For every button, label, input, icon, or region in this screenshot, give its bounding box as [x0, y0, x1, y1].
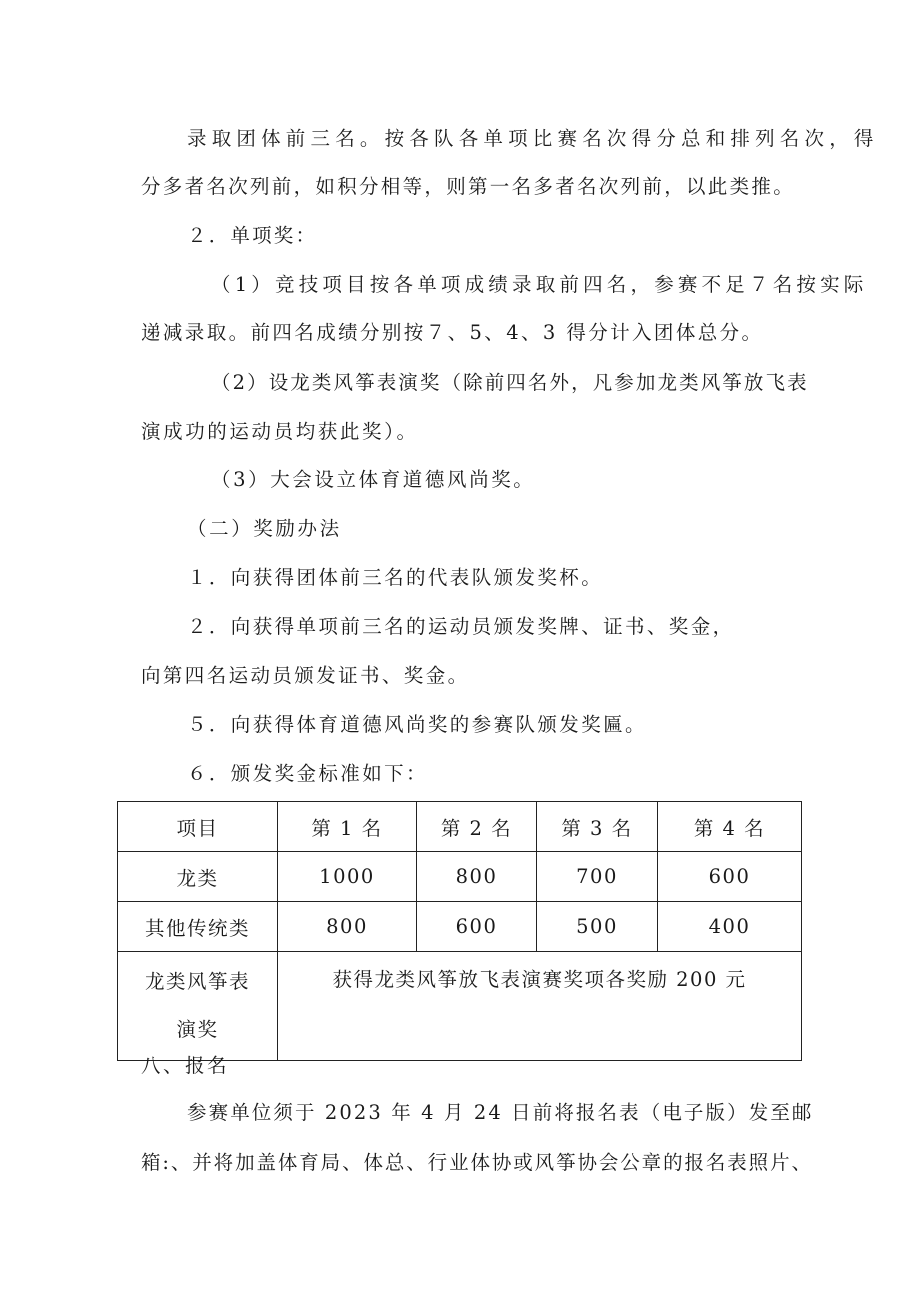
- special-award-note: 获得龙类风筝放飞表演赛奖项各奖励 200 元: [278, 952, 802, 1061]
- table-row: [118, 902, 802, 952]
- value-cell: 700: [537, 852, 658, 902]
- paragraph-line-13: ５．向获得体育道德风尚奖的参赛队颁发奖匾。: [187, 713, 647, 736]
- subheading-individual-awards: ２．单项奖：: [187, 224, 318, 247]
- header-cell-rank-3: 第 3 名: [537, 802, 658, 852]
- subheading-reward-methods: （二）奖励办法: [187, 517, 342, 540]
- value-cell: 600: [658, 852, 802, 902]
- value-cell: 400: [658, 902, 802, 952]
- table-row: [118, 952, 802, 1061]
- category-cell-multiline: [118, 952, 278, 1061]
- header-cell-rank-4: 第 4 名: [658, 802, 802, 852]
- closing-line-2: 箱:、并将加盖体育局、体总、行业体协或风筝协会公章的报名表照片、: [141, 1151, 813, 1174]
- category-line: 演奖: [176, 1018, 219, 1041]
- category-cell: 龙类: [118, 852, 278, 902]
- paragraph-line-4: （1）竞技项目按各单项成绩录取前四名，参赛不足７名按实际: [211, 273, 868, 296]
- table-row: [118, 852, 802, 902]
- paragraph-line-14: ６．颁发奖金标准如下：: [187, 762, 428, 785]
- paragraph-line-5: 递减录取。前四名成绩分别按７、5、4、3 得分计入团体总分。: [141, 321, 764, 344]
- paragraph-line-10: １．向获得团体前三名的代表队颁发奖杯。: [187, 566, 604, 589]
- prize-money-table: [117, 801, 802, 1061]
- value-cell: 800: [417, 852, 537, 902]
- section-heading-registration: 八、报名: [141, 1054, 230, 1077]
- paragraph-line-11: ２．向获得单项前三名的运动员颁发奖牌、证书、奖金，: [187, 615, 735, 638]
- paragraph-line-12: 向第四名运动员颁发证书、奖金。: [141, 664, 470, 687]
- header-cell-rank-2: 第 2 名: [417, 802, 537, 852]
- header-cell-item: 项目: [118, 802, 278, 852]
- category-cell: 其他传统类: [118, 902, 278, 952]
- paragraph-line-8: （3）大会设立体育道德风尚奖。: [211, 468, 536, 491]
- paragraph-line-2: 分多者名次列前，如积分相等，则第一名多者名次列前，以此类推。: [141, 175, 796, 198]
- value-cell: 600: [417, 902, 537, 952]
- value-cell: 1000: [278, 852, 417, 902]
- paragraph-line-1: 录取团体前三名。按各队各单项比赛名次得分总和排列名次，得: [187, 127, 879, 150]
- paragraph-line-6: （2）设龙类风筝表演奖（除前四名外，凡参加龙类风筝放飞表: [211, 371, 809, 394]
- header-cell-rank-1: 第 1 名: [278, 802, 417, 852]
- closing-line-1: 参赛单位须于 2023 年 4 月 24 日前将报名表（电子版）发至邮: [187, 1101, 814, 1124]
- paragraph-line-7: 演成功的运动员均获此奖）。: [141, 420, 419, 443]
- value-cell: 800: [278, 902, 417, 952]
- value-cell: 500: [537, 902, 658, 952]
- category-line: 龙类风筝表: [144, 970, 250, 993]
- table-header-row: [118, 802, 802, 852]
